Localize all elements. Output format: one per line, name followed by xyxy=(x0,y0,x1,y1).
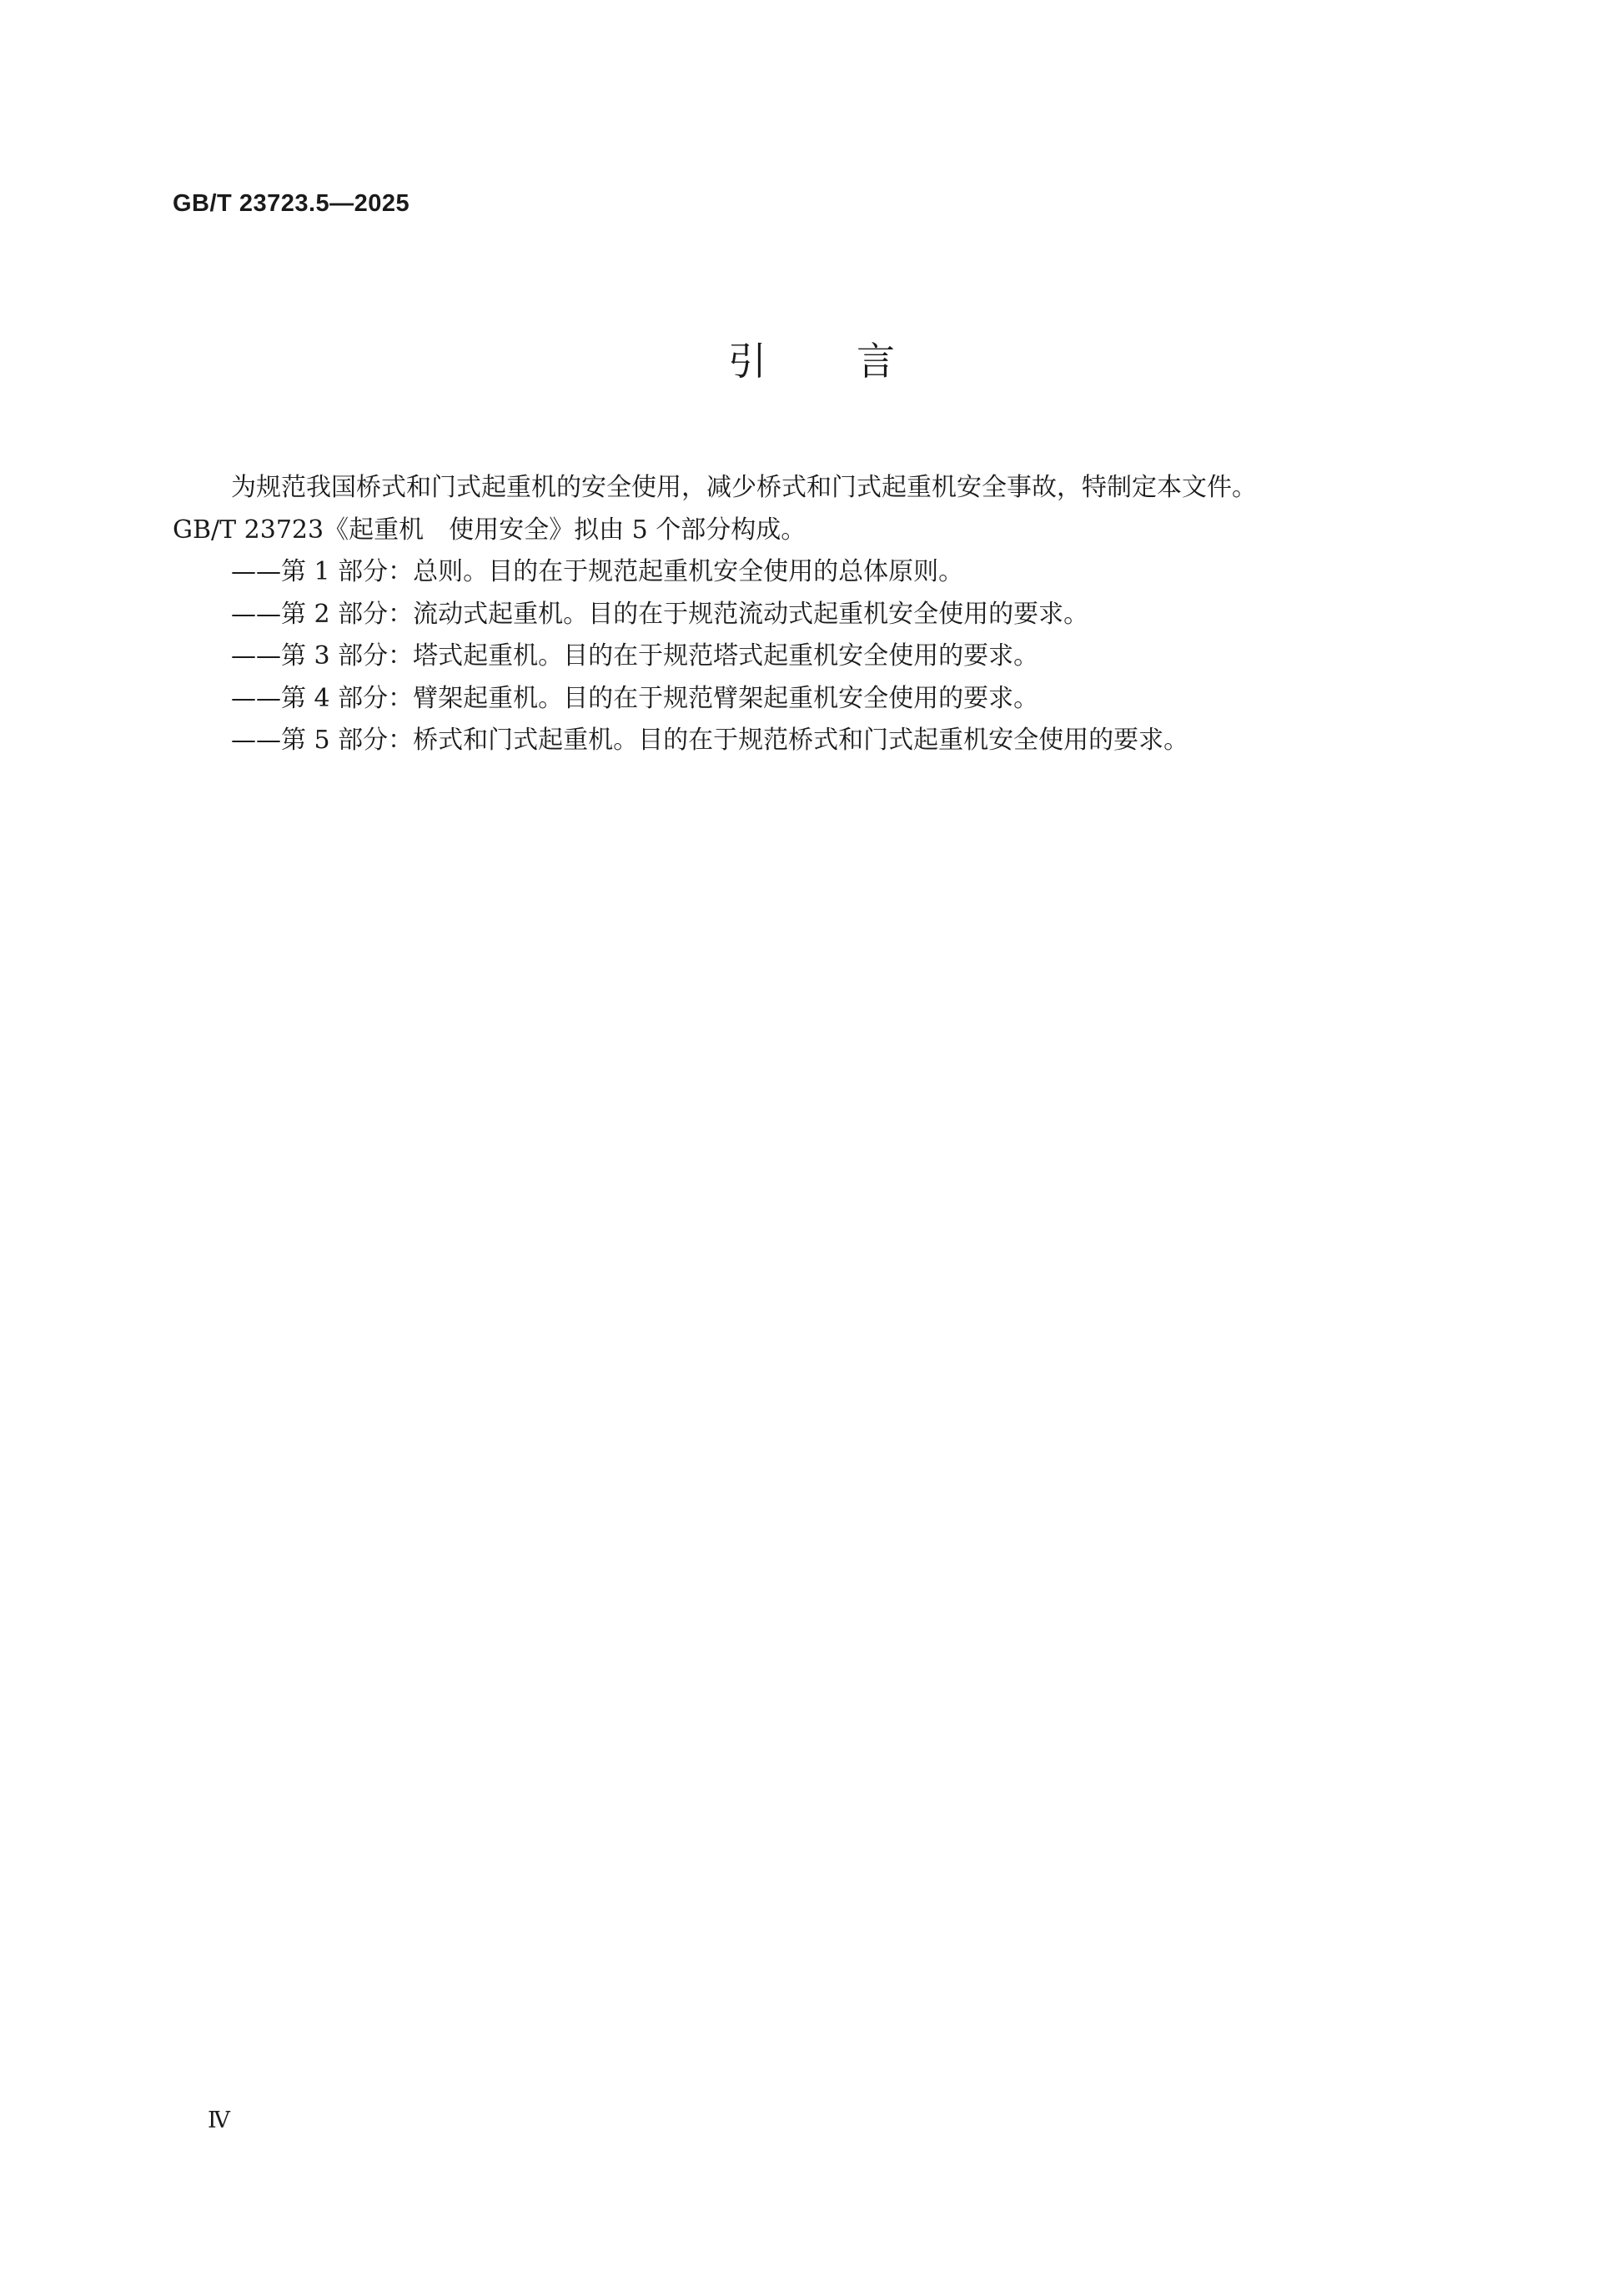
intro-paragraph-structure: GB/T 23723《起重机 使用安全》拟由 5 个部分构成。 xyxy=(173,515,806,545)
part-item-1: ——第 1 部分：总则。目的在于规范起重机安全使用的总体原则。 xyxy=(231,557,964,586)
page-number: Ⅳ xyxy=(208,2108,230,2133)
part-item-4: ——第 4 部分：臂架起重机。目的在于规范臂架起重机安全使用的要求。 xyxy=(231,683,1039,713)
part-item-3: ——第 3 部分：塔式起重机。目的在于规范塔式起重机安全使用的要求。 xyxy=(231,641,1039,671)
intro-paragraph-purpose: 为规范我国桥式和门式起重机的安全使用，减少桥式和门式起重机安全事故，特制定本文件。 xyxy=(231,473,1257,502)
page-title: 引言 xyxy=(728,339,985,384)
standard-number-header: GB/T 23723.5—2025 xyxy=(173,190,410,217)
part-item-2: ——第 2 部分：流动式起重机。目的在于规范流动式起重机安全使用的要求。 xyxy=(231,599,1089,629)
part-item-5: ——第 5 部分：桥式和门式起重机。目的在于规范桥式和门式起重机安全使用的要求。 xyxy=(231,726,1189,755)
introduction-body xyxy=(173,467,1474,762)
